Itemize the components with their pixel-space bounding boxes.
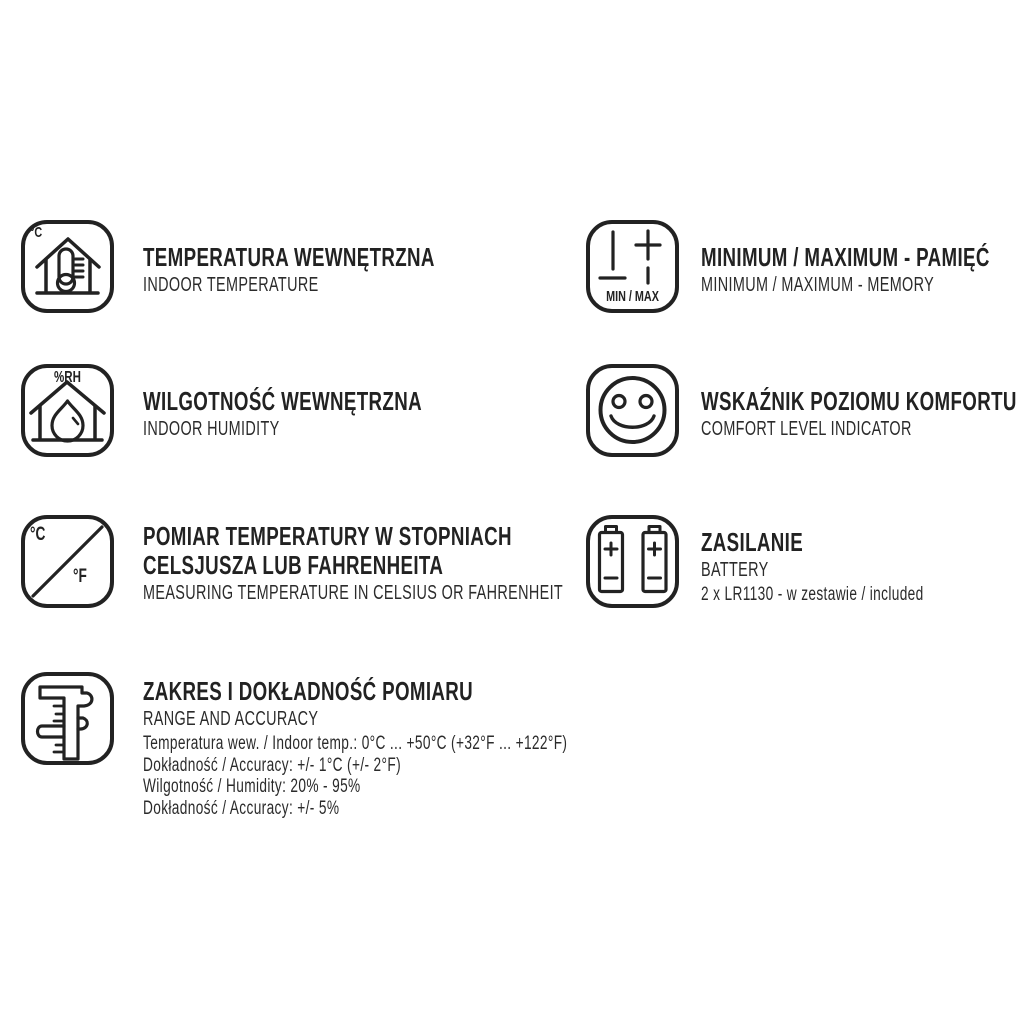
feature-indoor-humidity bbox=[20, 363, 530, 458]
min-max-label: MIN / MAX bbox=[606, 288, 659, 305]
feature-title-line1: POMIAR TEMPERATURY W STOPNIACH bbox=[143, 521, 512, 551]
feature-text bbox=[701, 219, 990, 299]
battery-icon bbox=[585, 514, 680, 609]
feature-text bbox=[701, 514, 924, 606]
spec-humidity-range: Wilgotność / Humidity: 20% - 95% bbox=[143, 776, 361, 797]
feature-text bbox=[143, 219, 435, 299]
caliper-icon bbox=[20, 671, 115, 766]
feature-title: MINIMUM / MAXIMUM - PAMIĘĆ bbox=[701, 242, 990, 272]
min-max-icon bbox=[585, 219, 680, 314]
feature-text bbox=[143, 514, 563, 607]
feature-min-max-memory bbox=[585, 219, 1024, 314]
feature-title: TEMPERATURA WEWNĘTRZNA bbox=[143, 242, 435, 272]
feature-subtitle: INDOOR HUMIDITY bbox=[143, 418, 280, 440]
spec-temperature-accuracy: Dokładność / Accuracy: +/- 1°C (+/- 2°F) bbox=[143, 754, 401, 776]
feature-text bbox=[143, 671, 567, 819]
feature-indoor-temperature bbox=[20, 219, 548, 314]
rh-unit-label: %RH bbox=[54, 369, 81, 386]
feature-subtitle: RANGE AND ACCURACY bbox=[143, 708, 319, 730]
feature-range-accuracy bbox=[20, 671, 732, 819]
house-thermometer-icon bbox=[20, 219, 115, 314]
celsius-unit-label: °C bbox=[30, 524, 46, 545]
spec-temperature-range: Temperatura wew. / Indoor temp.: 0°C ... +50°C (+32°F ... +122°F) bbox=[143, 733, 568, 754]
celsius-unit-label: °C bbox=[30, 224, 43, 241]
feature-title: WILGOTNOŚĆ WEWNĘTRZNA bbox=[143, 386, 422, 416]
feature-title: ZAKRES I DOKŁADNOŚĆ POMIARU bbox=[143, 676, 474, 706]
feature-subtitle: COMFORT LEVEL INDICATOR bbox=[701, 418, 912, 440]
feature-power bbox=[585, 514, 1010, 609]
feature-comfort-indicator bbox=[585, 363, 1024, 458]
battery-type-detail: 2 x LR1130 - w zestawie / included bbox=[701, 584, 924, 605]
feature-title: ZASILANIE bbox=[701, 527, 804, 557]
feature-title: WSKAŹNIK POZIOMU KOMFORTU bbox=[701, 386, 1017, 416]
feature-subtitle: INDOOR TEMPERATURE bbox=[143, 274, 319, 296]
feature-title-line2: CELSJUSZA LUB FAHRENHEITA bbox=[143, 550, 444, 580]
house-humidity-icon bbox=[20, 363, 115, 458]
feature-subtitle: MINIMUM / MAXIMUM - MEMORY bbox=[701, 274, 935, 296]
feature-text bbox=[143, 363, 422, 443]
feature-subtitle: BATTERY bbox=[701, 559, 769, 581]
celsius-fahrenheit-icon bbox=[20, 514, 115, 609]
feature-subtitle: MEASURING TEMPERATURE IN CELSIUS OR FAHRENHEIT bbox=[143, 582, 564, 604]
fahrenheit-unit-label: °F bbox=[73, 566, 87, 587]
spec-humidity-accuracy: Dokładność / Accuracy: +/- 5% bbox=[143, 797, 340, 819]
feature-text bbox=[701, 363, 1017, 443]
smiley-icon bbox=[585, 363, 680, 458]
